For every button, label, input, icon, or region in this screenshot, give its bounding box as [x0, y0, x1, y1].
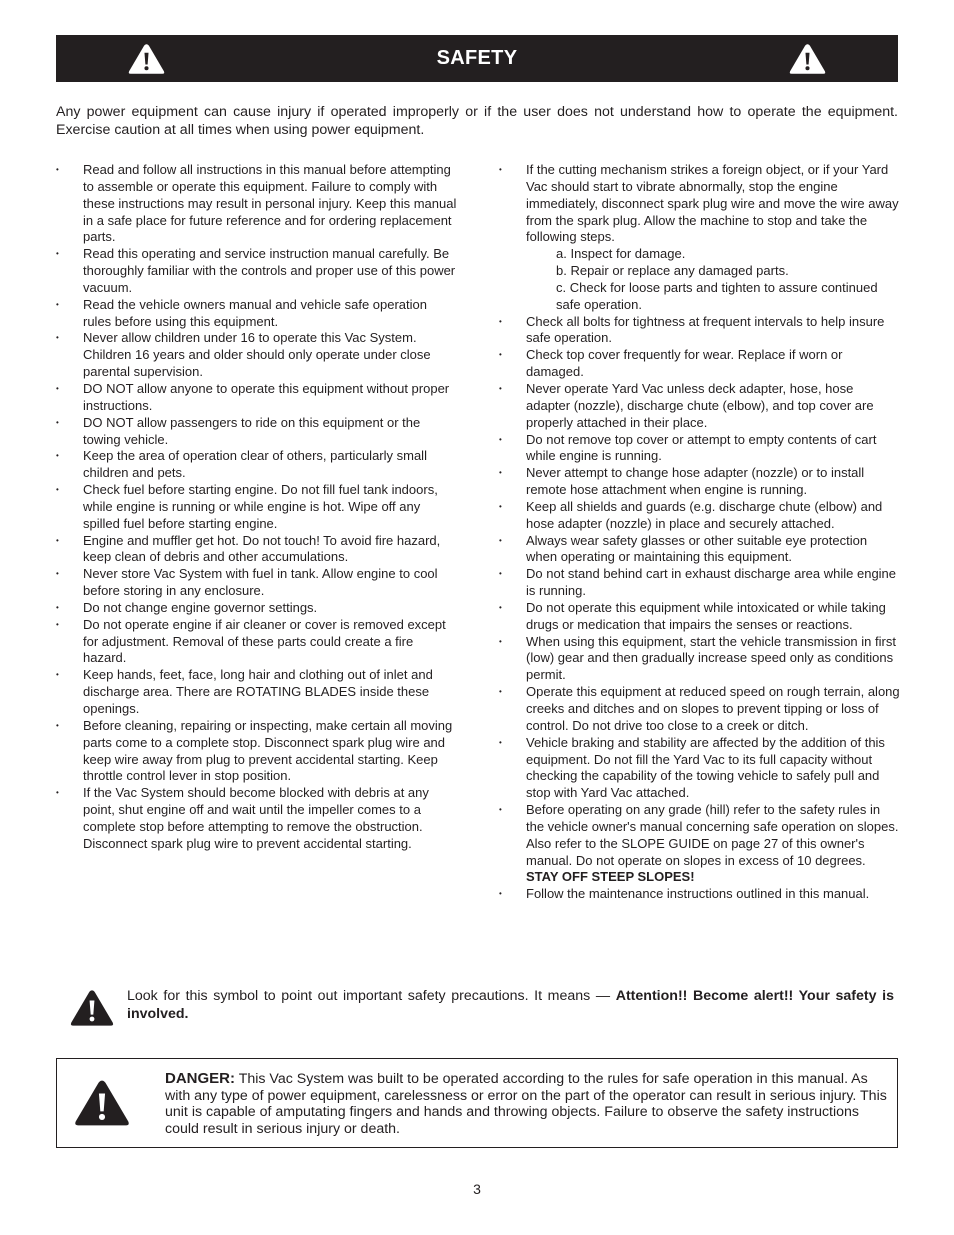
- list-item: • Do not stand behind cart in exhaust discharge area while engine is running.: [499, 566, 897, 599]
- list-item: • Before cleaning, repairing or inspecting, make certain all moving parts come to a complete stop. Disconnect spark plug wire and keep wire away from plug to prevent accidental starting. Keep throttle control lever in stop position.: [56, 717, 453, 784]
- danger-label: DANGER:: [165, 1070, 235, 1087]
- list-item: • Never allow children under 16 to operate this Vac System. Children 16 years and older should only operate under close parental supervision.: [56, 330, 431, 380]
- safety-alert-note: [70, 987, 900, 1037]
- list-item: • When using this equipment, start the vehicle transmission in first (low) gear and then gradually increase speed only as conditions permit.: [499, 633, 896, 683]
- right-safety-rules-list: [499, 162, 900, 903]
- list-item: • Read this operating and service instruction manual carefully. Be thoroughly familiar with the controls and proper use of this power vacuum.: [56, 246, 456, 295]
- step-item: c. Check for loose parts and tighten to assure continued safe operation.: [556, 279, 878, 312]
- danger-box: [56, 1058, 898, 1148]
- list-item: • If the Vac System should become blocked with debris at any point, shut engine off and wait until the impeller comes to a complete stop before attempting to remove the obstruction. Disconnect spark plug wire to prevent accidental starting.: [56, 785, 429, 851]
- page-title: SAFETY: [436, 47, 518, 69]
- left-safety-rules-list: [56, 162, 458, 853]
- list-item: • Keep all shields and guards (e.g. discharge chute (elbow) and hose adapter (nozzle) in place and securely attached.: [499, 498, 883, 531]
- list-item: • Do not change engine governor settings.: [56, 599, 318, 615]
- slope-warning: STAY OFF STEEP SLOPES!: [526, 869, 695, 885]
- list-item: • Never store Vac System with fuel in tank. Allow engine to cool before storing in any enclosure.: [56, 566, 438, 599]
- list-item: • Check all bolts for tightness at frequent intervals to help insure safe operation.: [499, 313, 885, 346]
- list-item: • Never attempt to change hose adapter (nozzle) or to install remote hose attachment when engine is running.: [499, 465, 865, 498]
- step-item: b. Repair or replace any damaged parts.: [556, 263, 789, 279]
- list-item: • Operate this equipment at reduced speed on rough terrain, along creeks and ditches and on slopes to prevent tipping or loss of control. Do not drive too close to a creek or ditch.: [499, 684, 900, 733]
- list-item: • DO NOT allow anyone to operate this equipment without proper instructions.: [56, 380, 450, 413]
- step-item: a. Inspect for damage.: [556, 246, 686, 262]
- list-item: • Read the vehicle owners manual and vehicle safe operation rules before using this equipment.: [56, 296, 427, 329]
- list-item: • If the cutting mechanism strikes a foreign object, or if your Yard Vac should start to vibrate abnormally, stop the engine immediately, disconnect spark plug wire and move the wire away from the spark plug. Allow the machine to stop and take the following steps. a. Inspect for damage. b. Repair or replace any damaged parts. c. Check for loose parts and tighten to assure continued safe operation.: [499, 162, 899, 312]
- list-item: • Before operating on any grade (hill) refer to the safety rules in the vehicle owner's manual concerning safe operation on slopes. Also refer to the SLOPE GUIDE on page 27 of this owner's manual. Do not operate on slopes in excess of 10 degrees. STAY OFF STEEP SLOPES!: [499, 802, 899, 885]
- list-item: • Vehicle braking and stability are affected by the addition of this equipment. Do not fill the Yard Vac to its full capacity without checking the capability of the towing vehicle to safely pull and stop with Yard Vac attached.: [499, 734, 885, 801]
- alert-note-emphasis: Attention!! Become alert!! Your safety is involved.: [127, 988, 894, 1022]
- list-item: • DO NOT allow passengers to ride on this equipment or the towing vehicle.: [56, 414, 421, 447]
- list-item: • Keep the area of operation clear of others, particularly small children and pets.: [56, 448, 427, 481]
- list-item: • Check top cover frequently for wear. Replace if worn or damaged.: [499, 347, 843, 380]
- list-item: • Engine and muffler get hot. Do not touch! To avoid fire hazard, keep clean of debris and other accumulations.: [56, 532, 441, 565]
- warning-triangle-icon: [789, 43, 826, 75]
- warning-triangle-icon: [74, 1079, 130, 1127]
- alert-note-text: Look for this symbol to point out important safety precautions. It means —: [127, 988, 611, 1004]
- list-item: • Follow the maintenance instructions outlined in this manual.: [499, 886, 870, 902]
- danger-text: This Vac System was built to be operated according to the rules for safe operation in this manual. As with any type of power equipment, carelessness or error on the part of the operator can result in serious injury. This unit is capable of amputating fingers and hands and throwing objects. Failure to observe the safety instructions could result in serious injury or death.: [165, 1071, 887, 1137]
- list-item: • Read and follow all instructions in this manual before attempting to assemble or operate this equipment. Failure to comply with these instructions may result in personal injury. Keep this manual in a safe place for future reference and for ordering replacement parts.: [56, 162, 457, 245]
- safety-header-bar: [56, 35, 898, 82]
- list-item: • Do not remove top cover or attempt to empty contents of cart while engine is running.: [499, 431, 877, 464]
- list-item: • Always wear safety glasses or other suitable eye protection when operating or maintaining this equipment.: [499, 532, 868, 565]
- list-item: • Do not operate engine if air cleaner or cover is removed except for adjustment. Removal of these parts could create a fire hazard.: [56, 616, 446, 666]
- list-item: • Keep hands, feet, face, long hair and clothing out of inlet and discharge area. There are ROTATING BLADES inside these openings.: [56, 667, 433, 716]
- list-item: • Never operate Yard Vac unless deck adapter, hose, hose adapter (nozzle), discharge chute (elbow), and top cover are properly attached in their place.: [499, 380, 874, 430]
- warning-triangle-icon: [70, 989, 114, 1027]
- intro-paragraph: Any power equipment can cause injury if operated improperly or if the user does not understand how to operate the equipment. Exercise caution at all times when using power equipment.: [56, 104, 898, 138]
- list-item: • Do not operate this equipment while intoxicated or while taking drugs or medication that impairs the senses or reactions.: [499, 599, 886, 632]
- page-number: 3: [473, 1181, 481, 1197]
- list-item: • Check fuel before starting engine. Do not fill fuel tank indoors, while engine is running or while engine is hot. Wipe off any spilled fuel before starting engine.: [56, 482, 438, 531]
